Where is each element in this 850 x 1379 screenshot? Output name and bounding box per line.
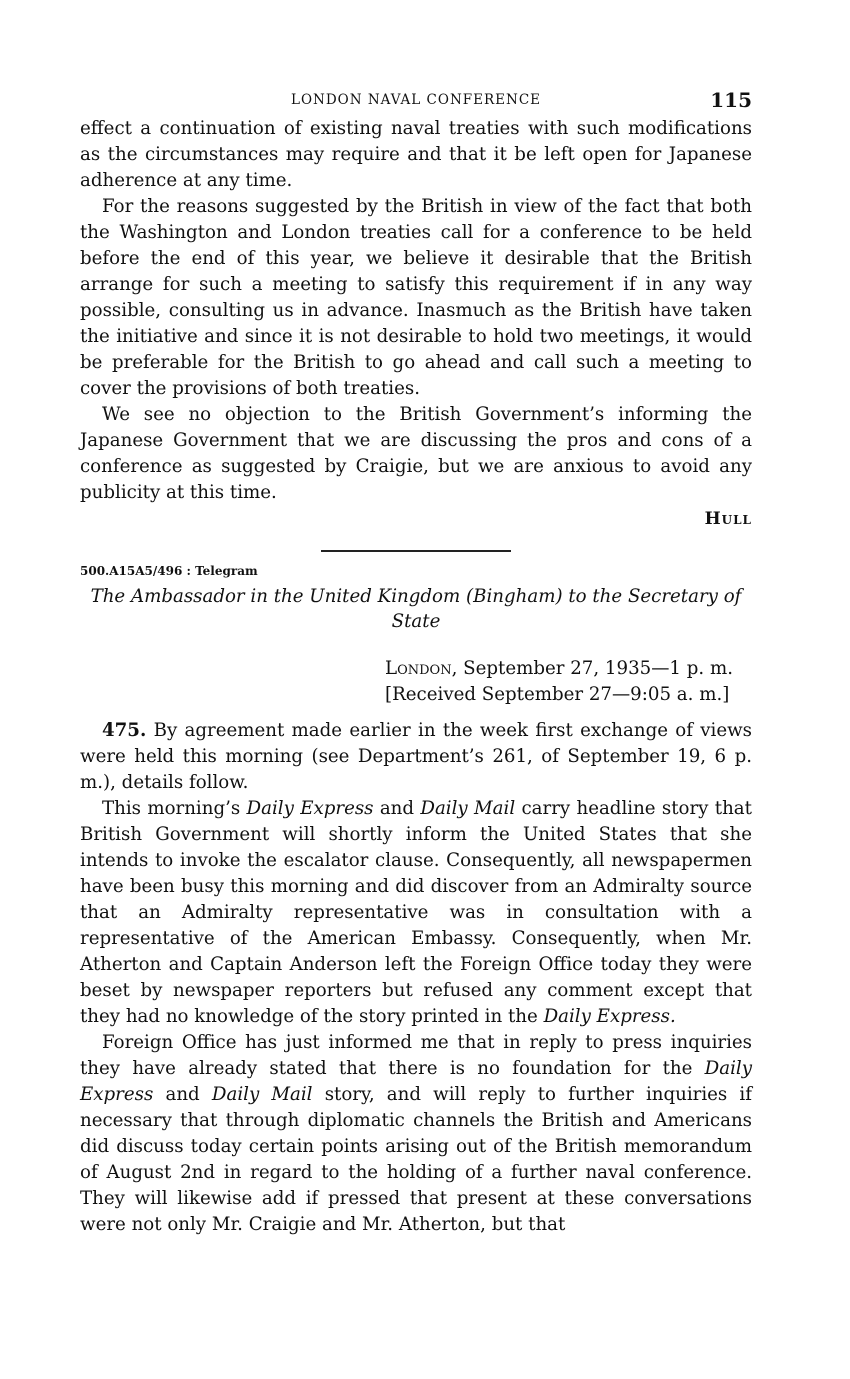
paragraph-continuation: effect a continuation of existing naval treaties with such modifications as the circumstances may require and that it be left open for Japanese adherence at any time.	[80, 118, 752, 191]
text-span: This morning’s	[102, 798, 241, 819]
paragraph-headline-story	[80, 796, 752, 1030]
paragraph-british-reasons: For the reasons suggested by the British in view of the fact that both the Washington and London treaties call for a conference to be held before the end of this year, we believe it desirable that the British arrange for such a meeting to satisfy this requirement if in any way possible, consulting us in advance. Inasmuch as the British have taken the initiative and since it is not desirable to hold two meetings, it would be preferable for the British to go ahead and call such a meeting to cover the provisions of both treaties.	[80, 196, 752, 399]
document-page	[80, 88, 752, 1238]
text-span: story, and will reply to further inquiries if necessary that through diplomatic channels the British and Americans did discuss today certain points arising out of the British memorandum of August 2nd in regard to the holding of a further naval conference. They will likewise add if pressed that present at these conversations were not only Mr. Craigie and Mr. Atherton, but that	[80, 1084, 752, 1235]
newspaper-name: Daily Express.	[543, 1006, 676, 1027]
telegram-number: 475.	[102, 720, 147, 741]
newspaper-name: Daily Express	[80, 1058, 752, 1105]
running-title: LONDON NAVAL CONFERENCE	[290, 92, 541, 108]
dateline-sent	[385, 656, 752, 682]
dateline-received: [Received September 27—9:05 a. m.]	[385, 684, 730, 705]
paragraph-475	[80, 718, 752, 796]
signature-hull: Hull	[704, 509, 752, 529]
page-number: 115	[710, 88, 752, 112]
dateline-place: London,	[385, 658, 458, 679]
paragraph-foreign-office	[80, 1030, 752, 1238]
running-head	[80, 88, 752, 116]
newspaper-name: Daily Mail	[420, 798, 516, 819]
newspaper-name: Daily Mail	[211, 1084, 313, 1105]
newspaper-name: Daily Express	[246, 798, 374, 819]
paragraph-no-objection: We see no objection to the British Government’s informing the Japanese Government that we are discussing the pros and cons of a conference as suggested by Craigie, but we are anxious to avoid any publicity at this time.	[80, 404, 752, 503]
text-span: and	[165, 1084, 200, 1105]
file-reference: 500.A15A5/496 : Telegram	[80, 564, 258, 578]
paragraph-475-text: By agreement made earlier in the week first exchange of views were held this morning (see Department’s 261, of September 19, 6 p. m.), details follow.	[80, 720, 752, 793]
dateline	[385, 656, 752, 708]
telegram-body	[80, 718, 752, 1238]
document-heading: The Ambassador in the United Kingdom (Bingham) to the Secretary of State	[90, 586, 742, 632]
text-span: and	[379, 798, 415, 819]
text-span: carry headline story that British Government will shortly inform the United States that she intends to invoke the escalator clause. Consequently, all newspapermen have been busy this morning and did discover from an Admiralty source that an Admiralty representative was in consultation with a representative of the American Embassy. Consequently, when Mr. Atherton and Captain Anderson left the Foreign Office today they were beset by newspaper reporters but refused any comment except that they had no knowledge of the story printed in the	[80, 798, 752, 1027]
continued-text	[80, 116, 752, 532]
text-span: Foreign Office has just informed me that in reply to press inquiries they have already stated that there is no foundation for the	[80, 1032, 752, 1079]
section-divider	[321, 550, 511, 552]
dateline-date: September 27, 1935—1 p. m.	[463, 658, 733, 679]
